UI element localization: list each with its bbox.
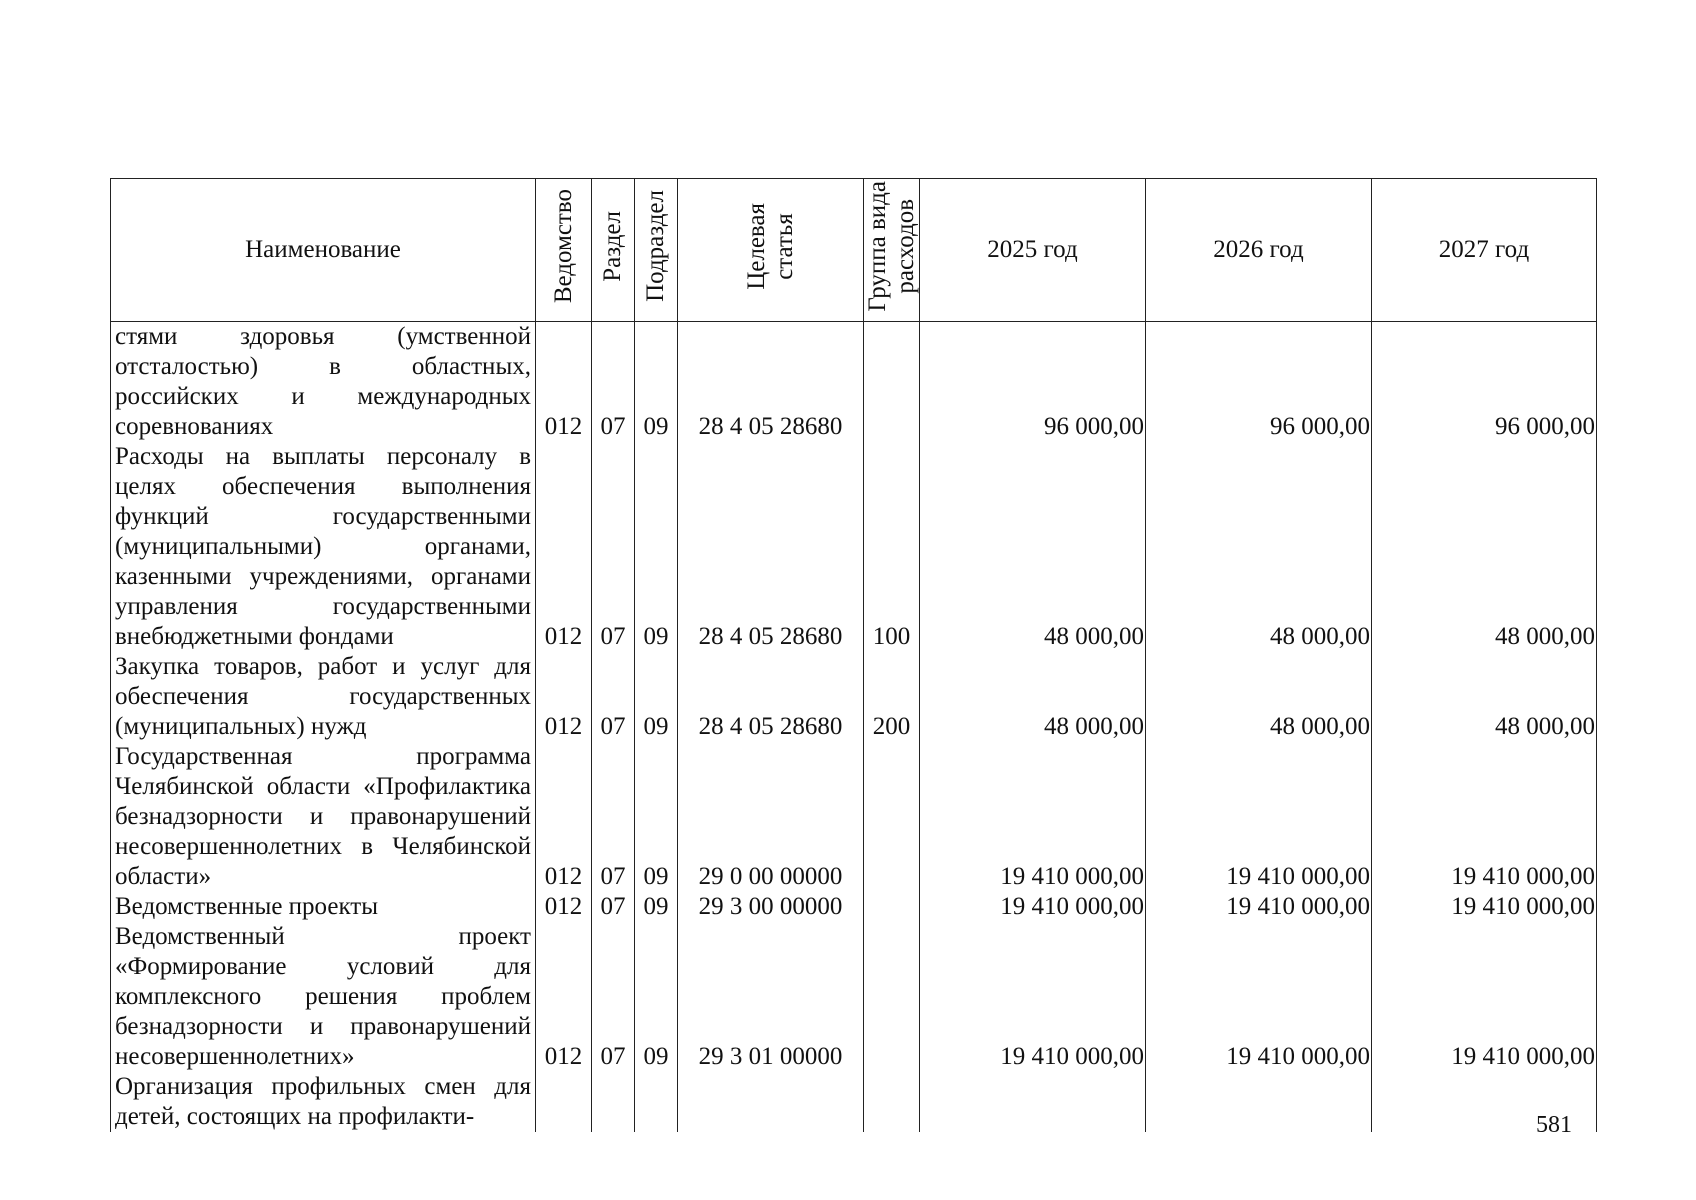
row-amount-2027: 19 410 000,00 bbox=[1372, 892, 1597, 922]
row-vedomstvo: 012 bbox=[536, 742, 592, 892]
header-vedomstvo: Ведомство bbox=[536, 179, 592, 322]
row-razdel: 07 bbox=[592, 922, 635, 1072]
row-celevaya-statya: 28 4 05 28680 bbox=[678, 652, 864, 742]
header-razdel: Раздел bbox=[592, 179, 635, 322]
row-celevaya-statya: 29 3 01 00000 bbox=[678, 922, 864, 1072]
row-vedomstvo: 012 bbox=[536, 892, 592, 922]
row-amount-2026: 19 410 000,00 bbox=[1146, 742, 1372, 892]
table-row bbox=[111, 742, 1597, 892]
row-vedomstvo: 012 bbox=[536, 442, 592, 652]
row-celevaya-statya: 29 3 00 00000 bbox=[678, 892, 864, 922]
row-gruppa bbox=[864, 892, 920, 922]
row-amount-2026: 19 410 000,00 bbox=[1146, 922, 1372, 1072]
row-vedomstvo: 012 bbox=[536, 652, 592, 742]
row-podrazdel: 09 bbox=[635, 322, 678, 443]
row-amount-2025: 19 410 000,00 bbox=[920, 892, 1146, 922]
row-podrazdel: 09 bbox=[635, 442, 678, 652]
table-row bbox=[111, 442, 1597, 652]
row-razdel: 07 bbox=[592, 322, 635, 443]
row-amount-2025: 48 000,00 bbox=[920, 442, 1146, 652]
row-gruppa bbox=[864, 742, 920, 892]
row-vedomstvo bbox=[536, 1072, 592, 1132]
row-razdel: 07 bbox=[592, 742, 635, 892]
row-name: Организация профильных смен для детей, состоящих на профилакти- bbox=[111, 1072, 536, 1132]
row-gruppa: 200 bbox=[864, 652, 920, 742]
row-podrazdel: 09 bbox=[635, 922, 678, 1072]
row-gruppa bbox=[864, 322, 920, 443]
row-amount-2027: 19 410 000,00 bbox=[1372, 922, 1597, 1072]
row-podrazdel: 09 bbox=[635, 652, 678, 742]
row-amount-2026 bbox=[1146, 1072, 1372, 1132]
row-gruppa: 100 bbox=[864, 442, 920, 652]
header-name: Наименование bbox=[111, 179, 536, 322]
row-amount-2027: 48 000,00 bbox=[1372, 442, 1597, 652]
row-celevaya-statya bbox=[678, 1072, 864, 1132]
header-podrazdel: Подраздел bbox=[635, 179, 678, 322]
row-name: Ведомственные проекты bbox=[111, 892, 536, 922]
row-podrazdel: 09 bbox=[635, 742, 678, 892]
row-amount-2026: 48 000,00 bbox=[1146, 652, 1372, 742]
row-amount-2027: 19 410 000,00 bbox=[1372, 742, 1597, 892]
row-amount-2027: 48 000,00 bbox=[1372, 652, 1597, 742]
header-2026: 2026 год bbox=[1146, 179, 1372, 322]
row-gruppa bbox=[864, 922, 920, 1072]
row-amount-2025: 96 000,00 bbox=[920, 322, 1146, 443]
row-razdel bbox=[592, 1072, 635, 1132]
row-amount-2025 bbox=[920, 1072, 1146, 1132]
header-2027: 2027 год bbox=[1372, 179, 1597, 322]
row-razdel: 07 bbox=[592, 652, 635, 742]
row-amount-2025: 19 410 000,00 bbox=[920, 742, 1146, 892]
row-celevaya-statya: 28 4 05 28680 bbox=[678, 442, 864, 652]
row-celevaya-statya: 28 4 05 28680 bbox=[678, 322, 864, 443]
row-celevaya-statya: 29 0 00 00000 bbox=[678, 742, 864, 892]
table-row bbox=[111, 322, 1597, 443]
row-razdel: 07 bbox=[592, 892, 635, 922]
row-gruppa bbox=[864, 1072, 920, 1132]
row-podrazdel: 09 bbox=[635, 892, 678, 922]
row-name: Расходы на выплаты персоналу в целях обеспечения выполнения функций государственными (муниципальными) органами, казенными учреждениями, органами управления государственными внебюджетными фондами bbox=[111, 442, 536, 652]
page-number: 581 bbox=[1536, 1112, 1572, 1138]
row-vedomstvo: 012 bbox=[536, 322, 592, 443]
row-podrazdel bbox=[635, 1072, 678, 1132]
row-amount-2025: 48 000,00 bbox=[920, 652, 1146, 742]
row-name: Государственная программа Челябинской области «Профилактика безнадзорности и правонарушений несовершеннолетних в Челябинской области» bbox=[111, 742, 536, 892]
row-amount-2025: 19 410 000,00 bbox=[920, 922, 1146, 1072]
table-row bbox=[111, 652, 1597, 742]
budget-table bbox=[110, 178, 1597, 1132]
table-row bbox=[111, 922, 1597, 1072]
header-2025: 2025 год bbox=[920, 179, 1146, 322]
row-razdel: 07 bbox=[592, 442, 635, 652]
header-celevaya-statya: Целевая статья bbox=[678, 179, 864, 322]
row-name: Ведомственный проект «Формирование условий для комплексного решения проблем безнадзорности и правонарушений несовершеннолетних» bbox=[111, 922, 536, 1072]
row-vedomstvo: 012 bbox=[536, 922, 592, 1072]
row-amount-2026: 19 410 000,00 bbox=[1146, 892, 1372, 922]
header-gruppa-vida-rashodov: Группа вида расходов bbox=[864, 179, 920, 322]
row-amount-2027: 96 000,00 bbox=[1372, 322, 1597, 443]
row-amount-2026: 96 000,00 bbox=[1146, 322, 1372, 443]
table-row bbox=[111, 1072, 1597, 1132]
row-name: стями здоровья (умственной отсталостью) в областных, российских и международных соревнованиях bbox=[111, 322, 536, 443]
row-name: Закупка товаров, работ и услуг для обеспечения государственных (муниципальных) нужд bbox=[111, 652, 536, 742]
table-row bbox=[111, 892, 1597, 922]
table-header-row bbox=[111, 179, 1597, 322]
row-amount-2026: 48 000,00 bbox=[1146, 442, 1372, 652]
